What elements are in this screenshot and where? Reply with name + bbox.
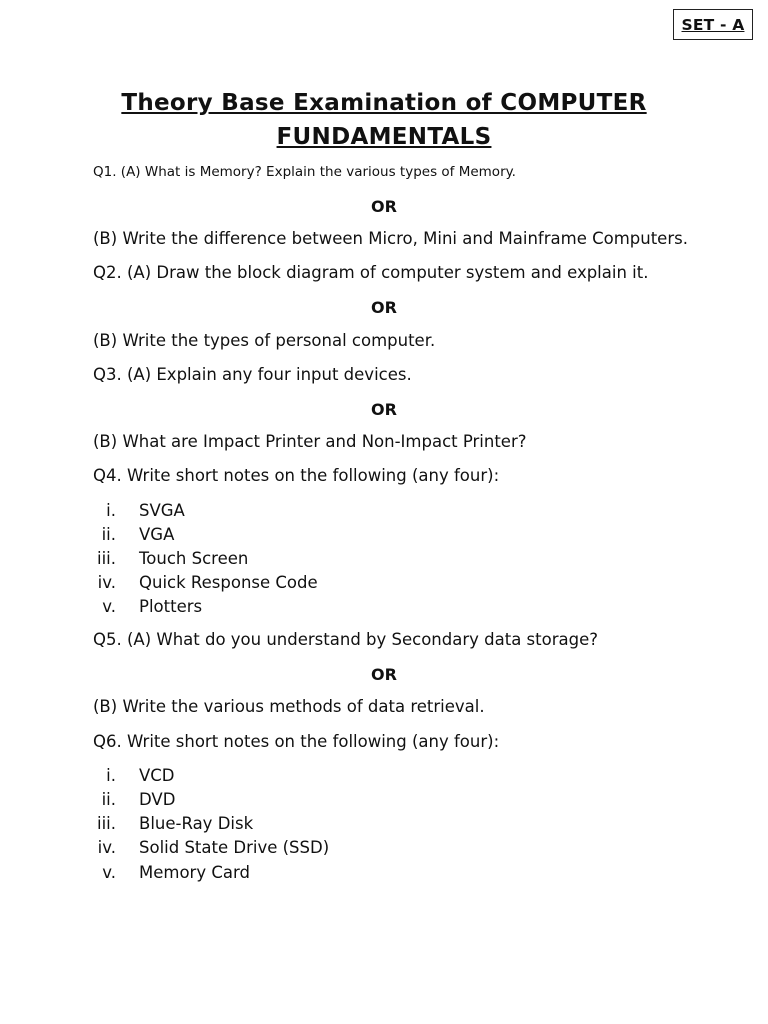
list-item: VGA bbox=[139, 525, 175, 544]
question-2a: Q2. (A) Draw the block diagram of computer system and explain it. bbox=[93, 263, 649, 282]
page-title bbox=[100, 86, 668, 154]
question-2b: (B) Write the types of personal computer. bbox=[93, 331, 436, 350]
question-3a: Q3. (A) Explain any four input devices. bbox=[93, 365, 412, 384]
list-item-number: iii. bbox=[97, 814, 116, 833]
or-separator-3: OR bbox=[371, 400, 397, 419]
title-line-1: Theory Base Examination of COMPUTER bbox=[121, 90, 647, 116]
question-5a: Q5. (A) What do you understand by Secondary data storage? bbox=[93, 630, 598, 649]
list-item-number: iii. bbox=[97, 549, 116, 568]
list-item: VCD bbox=[139, 766, 175, 785]
list-item-number: v. bbox=[102, 597, 116, 616]
title-line-2: FUNDAMENTALS bbox=[276, 124, 492, 150]
question-5b: (B) Write the various methods of data retrieval. bbox=[93, 697, 485, 716]
list-item: Memory Card bbox=[139, 863, 250, 882]
set-label-box: SET - A bbox=[673, 9, 753, 40]
list-item: Blue-Ray Disk bbox=[139, 814, 254, 833]
list-item: Solid State Drive (SSD) bbox=[139, 838, 330, 857]
list-item-number: i. bbox=[106, 766, 116, 785]
question-3b: (B) What are Impact Printer and Non-Impact Printer? bbox=[93, 432, 527, 451]
list-item: SVGA bbox=[139, 501, 185, 520]
list-item-number: v. bbox=[102, 863, 116, 882]
list-item-number: iv. bbox=[97, 573, 116, 592]
list-item-number: ii. bbox=[101, 790, 116, 809]
list-item-number: ii. bbox=[101, 525, 116, 544]
list-item: Plotters bbox=[139, 597, 203, 616]
list-item: Quick Response Code bbox=[139, 573, 318, 592]
or-separator-2: OR bbox=[371, 298, 397, 317]
list-item-number: iv. bbox=[97, 838, 116, 857]
question-1b: (B) Write the difference between Micro, Mini and Mainframe Computers. bbox=[93, 229, 688, 248]
or-separator-5: OR bbox=[371, 665, 397, 684]
question-1a: Q1. (A) What is Memory? Explain the various types of Memory. bbox=[93, 164, 516, 180]
or-separator-1: OR bbox=[371, 197, 397, 216]
list-item: DVD bbox=[139, 790, 176, 809]
question-4: Q4. Write short notes on the following (any four): bbox=[93, 466, 500, 485]
list-item: Touch Screen bbox=[139, 549, 249, 568]
question-6: Q6. Write short notes on the following (any four): bbox=[93, 732, 500, 751]
list-item-number: i. bbox=[106, 501, 116, 520]
